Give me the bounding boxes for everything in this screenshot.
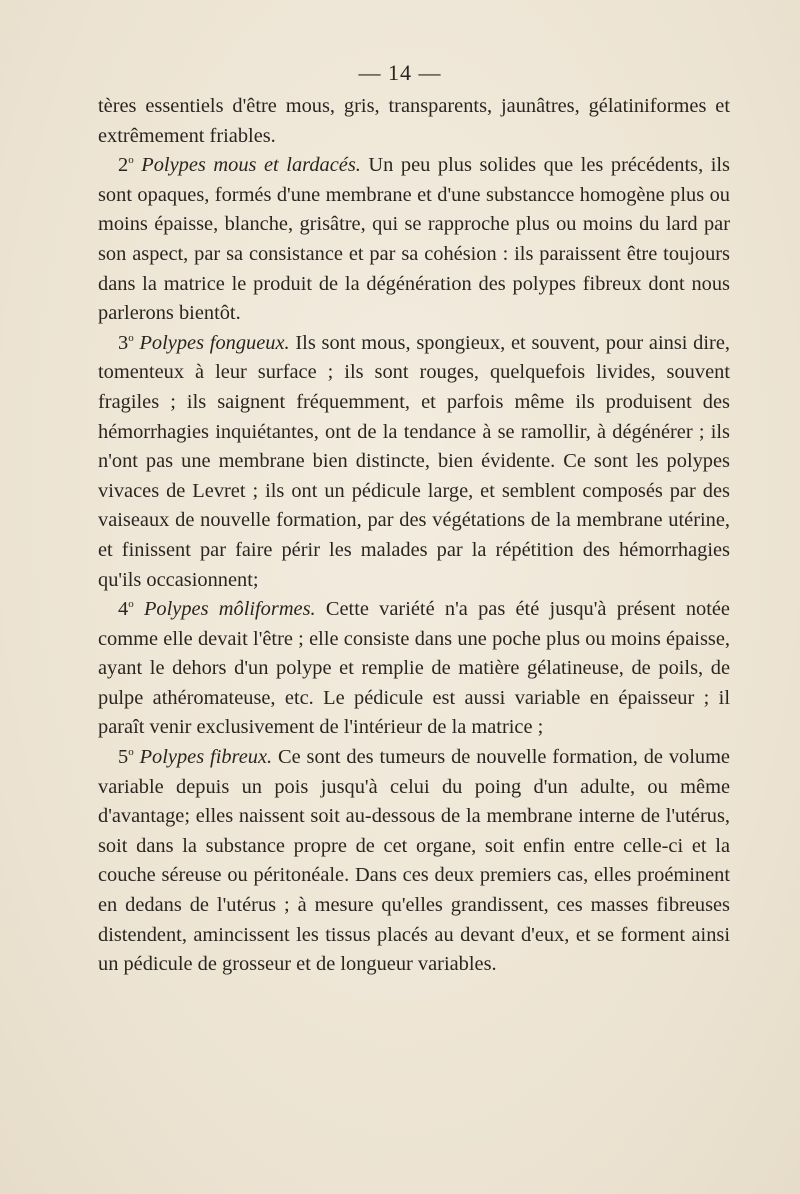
paragraph-2: [98, 151, 730, 329]
paragraph-text: Ce sont des tumeurs de nouvelle formation, de volume variable depuis un pois jusqu'à celui du poing d'un adulte, ou même d'avantage; elles naissent soit au-dessous de la membrane interne de l'utérus, soit dans la substance propre de cet organe, soit enfin entre celle-ci et la couche séreuse ou péritonéale. Dans ces deux premiers cas, elles proéminent en dedans de l'utérus ; à mesure qu'elles grandissent, ces masses fibreuses distendent, amincissent les tissus placés au devant d'eux, et se forment ainsi un pédicule de grosseur et de longueur variables.: [98, 746, 730, 976]
paragraph-text: tères essentiels d'être mous, gris, transparents, jaunâtres, gélatiniformes et extrêmement friables.: [98, 95, 730, 147]
paragraph-5: [98, 743, 730, 980]
section-title: Polypes fibreux.: [139, 746, 273, 769]
paragraph-3: [98, 329, 730, 595]
section-title: Polypes fongueux.: [139, 331, 290, 354]
item-number: 4$^o$: [118, 598, 134, 621]
item-number: 2$^o$: [118, 154, 134, 177]
paragraph-text: Cette variété n'a pas été jusqu'à présent notée comme elle devait l'être ; elle consiste dans une poche plus ou moins épaisse, ayant le dehors d'un polype et remplie de matière gélatineuse, de poils, de pulpe athéromateuse, etc. Le pédicule est aussi variable en épaisseur ; il paraît venir exclusivement de l'intérieur de la matrice ;: [98, 598, 730, 739]
paragraph-text: Un peu plus solides que les précédents, ils sont opaques, formés d'une membrane et d'une substancce homogène plus ou moins épaisse, blanche, grisâtre, qui se rapproche plus ou moins du lard par son aspect, par sa consistance et par sa cohésion : ils paraissent être toujours dans la matrice le produit de la dégénération des polypes fibreux dont nous parlerons bientôt.: [98, 154, 730, 325]
item-number: 3$^o$: [118, 331, 134, 354]
body-text: [98, 92, 730, 980]
item-number: 5$^o$: [118, 746, 134, 769]
paragraph-text: Ils sont mous, spongieux, et souvent, pour ainsi dire, tomenteux à leur surface ; ils sont rouges, quelquefois livides, souvent fragiles ; ils saignent fréquemment, et parfois même ils produisent des hémorrhagies inquiétantes, ont de la tendance à se ramollir, à dégénérer ; ils n'ont pas une membrane bien distincte, bien évidente. Ce sont les polypes vivaces de Levret ; ils ont un pédicule large, et semblent composés par des vaiseaux de nouvelle formation, par des végétations de la membrane utérine, et finissent par faire périr les malades par la répétition des hémorrhagies qu'ils occasionnent;: [98, 331, 730, 591]
paragraph-4: [98, 595, 730, 743]
page-number: — 14 —: [358, 60, 442, 85]
section-title: Polypes môliformes.: [143, 598, 316, 621]
section-title: Polypes mous et lardacés.: [141, 154, 361, 177]
paragraph-1: [98, 92, 730, 151]
